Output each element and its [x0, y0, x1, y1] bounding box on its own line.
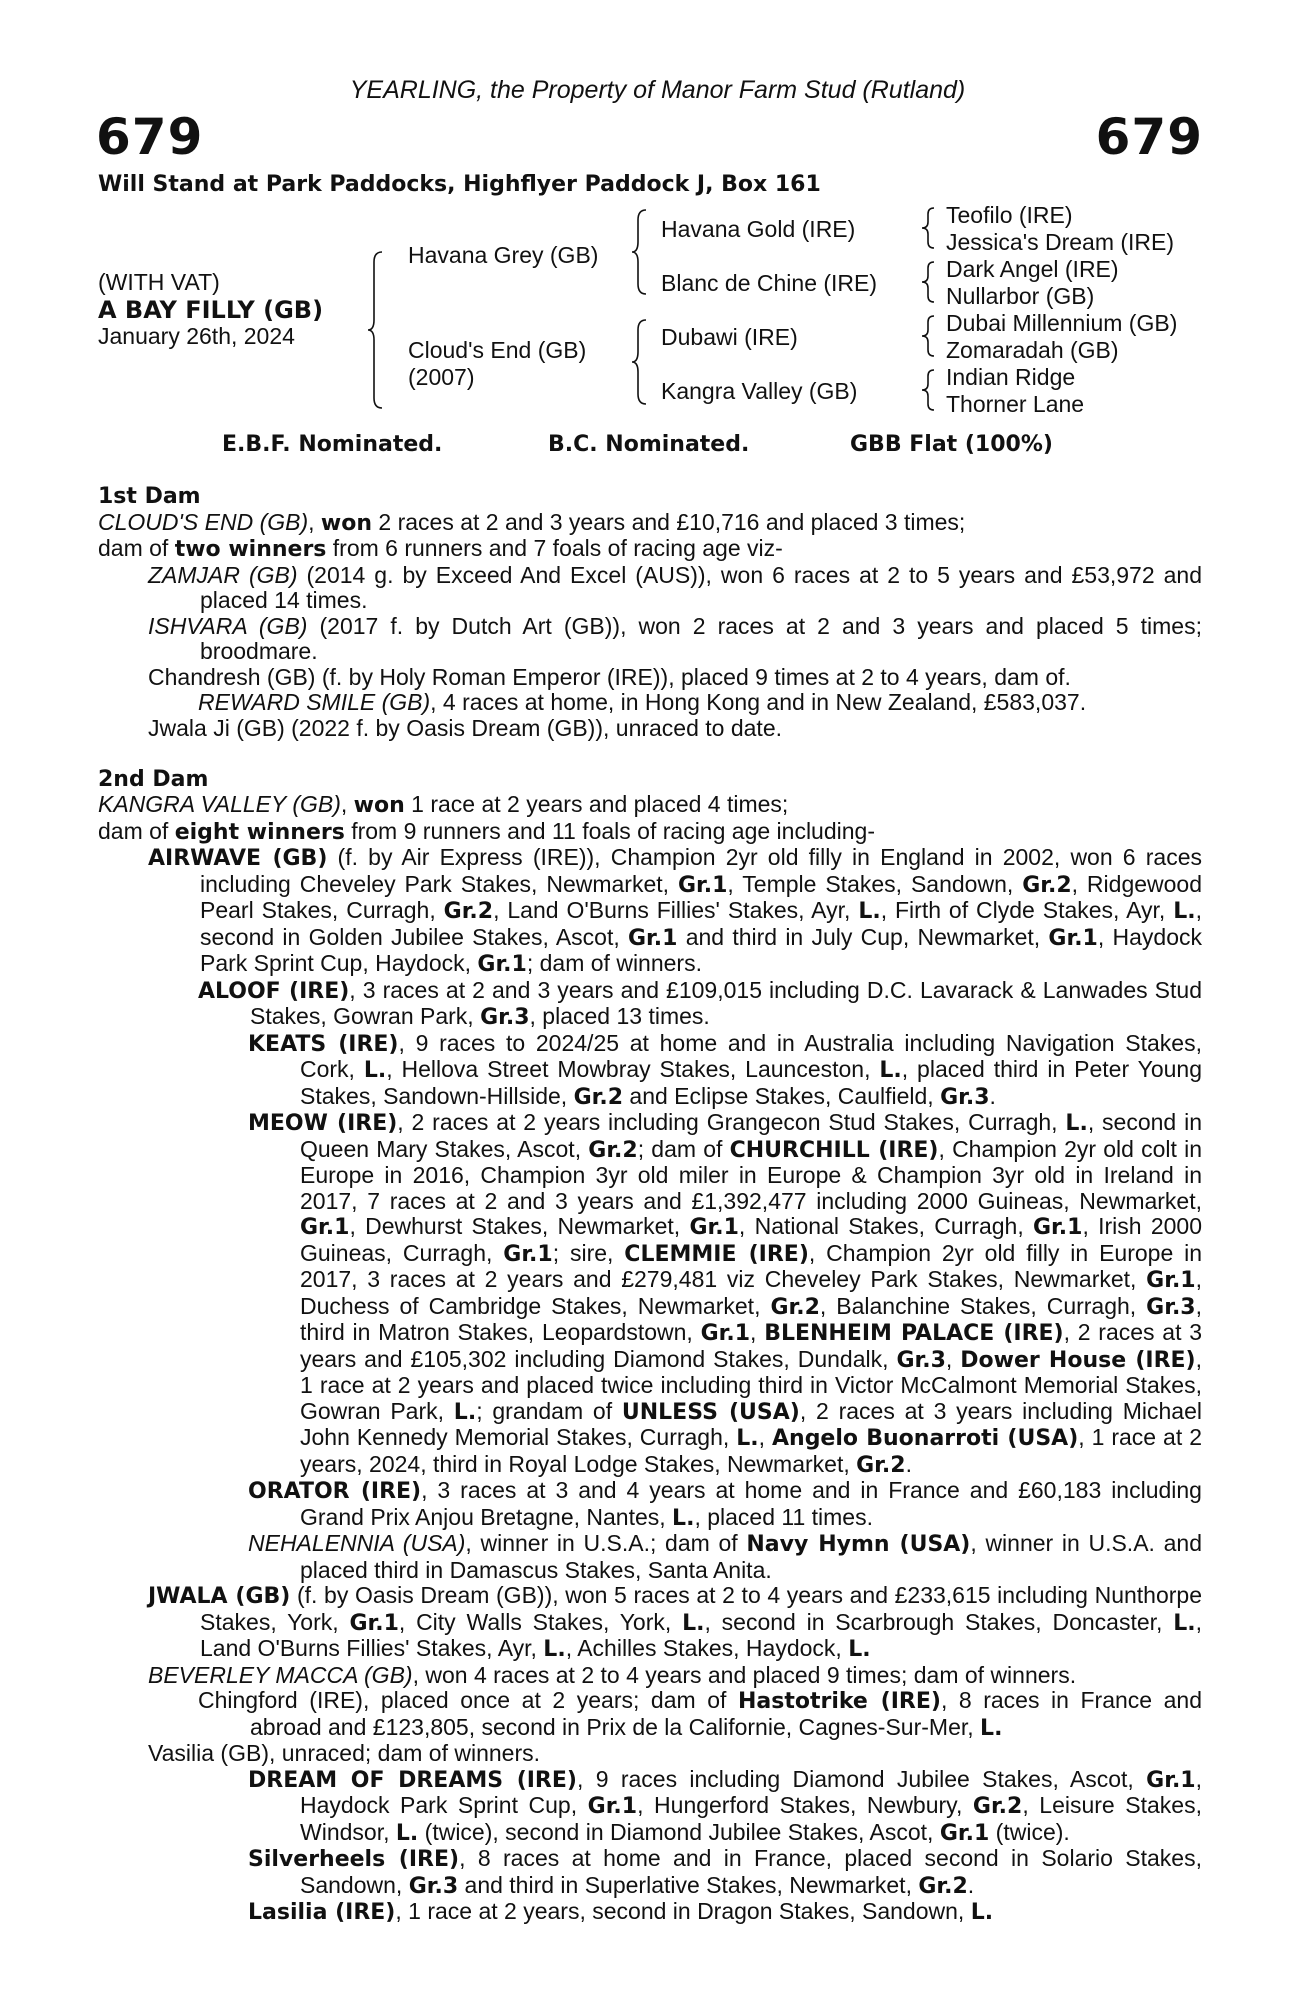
text-run: and third in July Cup, Newmarket, — [677, 923, 1049, 950]
bold-text: Gr.1 — [1033, 1215, 1083, 1240]
text-run: from 9 runners and 11 foals of racing age including- — [344, 817, 875, 844]
produce-record — [98, 484, 1202, 1926]
bold-text: L. — [848, 1637, 871, 1662]
italic-text: CLOUD'S END (GB) — [98, 508, 309, 535]
text-run: and Eclipse Stakes, Caulfield, — [623, 1082, 941, 1109]
bold-text: Gr.2 — [972, 1794, 1023, 1819]
nomination-gbb: GBB Flat (100%) — [850, 432, 1053, 457]
bold-text: L. — [682, 1610, 705, 1636]
pedigree-ggp-6: Zomaradah (GB) — [946, 337, 1119, 363]
bold-text: eight winners — [174, 819, 345, 845]
bold-text: Gr.1 — [628, 925, 678, 951]
text-run: (f. by Air Express (IRE)), Champion 2yr old filly in England in 2002, won 6 races including Cheveley Park Stakes, Newmarket, — [200, 844, 1202, 897]
text-run: , 8 races at home and in France, placed second in Solario Stakes, Sandown, — [300, 1845, 1202, 1898]
record-entry — [98, 614, 1202, 665]
text-run: , Firth of Clyde Stakes, Ayr, — [880, 897, 1174, 923]
bold-text: Gr.2 — [770, 1294, 820, 1320]
pedigree-sire-dam: Blanc de Chine (IRE) — [661, 270, 878, 296]
bold-text: L. — [970, 1900, 994, 1925]
text-run: , 2 races at 3 years including Michael John Kennedy Memorial Stakes, Curragh, — [300, 1397, 1202, 1450]
sale-header-title: YEARLING, the Property of Manor Farm Stud (Rutland) — [349, 76, 966, 104]
bold-text: DREAM OF DREAMS (IRE) — [248, 1767, 577, 1793]
text-run: , winner in U.S.A.; dam of — [465, 1530, 747, 1556]
lot-number-left: 679 — [96, 108, 204, 166]
text-run: Vasilia (GB), unraced; dam of winners. — [148, 1740, 541, 1766]
text-run: , winner in U.S.A. and placed third in Damascus Stakes, Santa Anita. — [300, 1530, 1202, 1583]
bold-text: Dower House (IRE) — [960, 1347, 1196, 1373]
bold-text: won — [320, 510, 373, 536]
record-entry — [98, 1688, 1202, 1741]
bold-text: ALOOF (IRE) — [198, 978, 350, 1004]
record-entry — [98, 1846, 1202, 1899]
bold-text: L. — [1173, 899, 1196, 924]
record-entry — [98, 563, 1202, 614]
record-entry — [98, 665, 1202, 691]
bold-text: BLENHEIM PALACE (IRE) — [764, 1321, 1064, 1346]
nomination-bc: B.C. Nominated. — [548, 432, 750, 457]
text-run: ; dam of — [637, 1135, 730, 1162]
text-run: . — [989, 1082, 996, 1109]
text-run: Chandresh (GB) (f. by Holy Roman Emperor (IRE)), placed 9 times at 2 to 4 years, dam of. — [148, 663, 1071, 690]
lot-number-right: 679 — [1095, 108, 1203, 166]
text-run: (f. by Oasis Dream (GB)), won 5 races at 2 to 4 years and £233,615 including Nunthorpe Stakes, York, — [200, 1582, 1202, 1635]
text-run: , Land O'Burns Fillies' Stakes, Ayr, — [493, 897, 859, 923]
bold-text: CLEMMIE (IRE) — [624, 1241, 809, 1267]
italic-text: REWARD SMILE (GB) — [198, 689, 431, 715]
text-run: , Achilles Stakes, Haydock, — [565, 1635, 849, 1661]
vat-note: (WITH VAT) — [98, 269, 220, 295]
bold-text: UNLESS (USA) — [621, 1399, 800, 1425]
text-run: dam of — [98, 535, 175, 561]
italic-text: KANGRA VALLEY (GB) — [98, 791, 341, 817]
lot-name: A BAY FILLY (GB) — [98, 296, 324, 324]
italic-text: BEVERLEY MACCA (GB) — [148, 1661, 413, 1688]
text-run: Jwala Ji (GB) (2022 f. by Oasis Dream (GB)), unraced to date. — [148, 714, 783, 741]
text-run: , 8 races in France and abroad and £123,805, second in Prix de la Californie, Cagnes-Sur-Mer, — [250, 1687, 1203, 1740]
bold-text: Gr.3 — [1146, 1294, 1196, 1320]
record-entry — [98, 792, 1202, 819]
bold-text: L. — [736, 1426, 759, 1451]
pedigree-ggp-1: Teofilo (IRE) — [946, 202, 1073, 228]
pedigree-dam: Cloud's End (GB) — [408, 337, 587, 363]
text-run: , placed third in Peter Young Stakes, Sandown-Hillside, — [300, 1056, 1202, 1109]
pedigree-ggp-2: Jessica's Dream (IRE) — [946, 229, 1175, 255]
bold-text: Gr.1 — [587, 1794, 638, 1819]
bold-text: Gr.2 — [573, 1084, 624, 1110]
bold-text: Gr.3 — [896, 1347, 946, 1373]
text-run: ; grandam of — [476, 1397, 622, 1424]
text-run: , Leisure Stakes, Windsor, — [300, 1792, 1202, 1845]
text-run: (twice), second in Diamond Jubilee Stakes, Ascot, — [418, 1818, 940, 1845]
text-run: (twice). — [989, 1818, 1070, 1845]
record-entry — [98, 1767, 1202, 1847]
text-run: ; dam of winners. — [526, 950, 702, 976]
text-run: , — [758, 1424, 772, 1450]
bold-text: L. — [395, 1820, 419, 1846]
bold-text: Gr.2 — [443, 899, 494, 924]
text-run: , City Walls Stakes, York, — [398, 1608, 683, 1635]
bold-text: Gr.1 — [939, 1820, 990, 1846]
first-dam-lines — [98, 510, 1202, 742]
record-entry — [98, 978, 1202, 1031]
text-run: , 3 races at 3 and 4 years at home and in France and £60,183 including Grand Prix Anjou Bretagne, Nantes, — [300, 1477, 1202, 1530]
text-run: , 9 races to 2024/25 at home and in Australia including Navigation Stakes, Cork, — [300, 1029, 1202, 1082]
pedigree-bracket-ggp-4 — [922, 368, 938, 412]
bold-text: L. — [980, 1715, 1003, 1741]
bold-text: Gr.1 — [677, 872, 728, 898]
pedigree-dam-sire: Dubawi (IRE) — [661, 324, 798, 350]
text-run: , Duchess of Cambridge Stakes, Newmarket, — [300, 1266, 1202, 1319]
text-run: , Balanchine Stakes, Curragh, — [819, 1292, 1147, 1319]
bold-text: L. — [1065, 1111, 1088, 1136]
pedigree-bracket-ggp-1 — [922, 206, 938, 250]
text-run: , 1 race at 2 years, second in Dragon Stakes, Sandown, — [395, 1898, 971, 1924]
text-run: , 3 races at 2 and 3 years and £109,015 including D.C. Lavarack & Lanwades Stud Stakes, Gowran Park, — [250, 976, 1202, 1029]
text-run: 1 race at 2 years and placed 4 times; — [404, 791, 789, 817]
text-run: , won 4 races at 2 to 4 years and placed 9 times; dam of winners. — [412, 1661, 1077, 1688]
bold-text: Navy Hymn (USA) — [746, 1532, 971, 1557]
text-run: , Haydock Park Sprint Cup, — [300, 1765, 1202, 1818]
text-run: 2 races at 2 and 3 years and £10,716 and placed 3 times; — [372, 508, 966, 535]
bold-text: Gr.3 — [940, 1084, 990, 1110]
bold-text: L. — [858, 899, 881, 924]
bold-text: L. — [543, 1637, 566, 1662]
pedigree-sire-sire: Havana Gold (IRE) — [661, 216, 856, 242]
bold-text: Gr.3 — [480, 1005, 530, 1030]
bold-text: Gr.1 — [700, 1321, 751, 1346]
bold-text: JWALA (GB) — [148, 1584, 291, 1609]
text-run: , Land O'Burns Fillies' Stakes, Ayr, — [200, 1608, 1203, 1661]
text-run: Chingford (IRE), placed once at 2 years; dam of — [198, 1687, 738, 1713]
bold-text: Angelo Buonarroti (USA) — [772, 1426, 1079, 1451]
italic-text: ZAMJAR (GB) — [148, 561, 298, 588]
bold-text: Hastotrike (IRE) — [737, 1689, 941, 1714]
record-entry — [98, 819, 1202, 846]
record-entry — [98, 510, 1202, 537]
bold-text: Gr.1 — [477, 952, 527, 977]
bold-text: L. — [879, 1058, 902, 1083]
bold-text: AIRWAVE (GB) — [148, 846, 328, 871]
bold-text: Gr.1 — [300, 1215, 350, 1240]
bold-text: L. — [1173, 1610, 1196, 1636]
pedigree-dam-dam: Kangra Valley (GB) — [661, 378, 858, 404]
section-gap — [98, 741, 1202, 767]
text-run: , Champion 2yr old colt in Europe in 2016, Champion 3yr old miler in Europe & Champion 3yr old in Ireland in 2017, 7 races at 2 and 3 years and £1,392,477 including 2000 Guineas, Newmarket, — [300, 1135, 1203, 1214]
bold-text: Gr.1 — [1146, 1767, 1196, 1793]
record-entry — [98, 1741, 1202, 1767]
text-run: , second in Scarbrough Stakes, Doncaster, — [704, 1608, 1174, 1635]
pedigree-ggp-3: Dark Angel (IRE) — [946, 256, 1119, 282]
text-run: ; sire, — [552, 1239, 625, 1266]
pedigree-bracket-dam — [632, 318, 652, 408]
pedigree-ggp-4: Nullarbor (GB) — [946, 283, 1095, 309]
bold-text: L. — [672, 1505, 695, 1531]
text-run: , 9 races including Diamond Jubilee Stakes, Ascot, — [576, 1765, 1147, 1792]
record-entry — [98, 716, 1202, 742]
pedigree-ggp-8: Thorner Lane — [946, 391, 1085, 417]
bold-text: Gr.1 — [1146, 1268, 1196, 1293]
text-run: . — [967, 1871, 975, 1898]
bold-text: two winners — [174, 537, 327, 562]
record-entry — [98, 1583, 1202, 1663]
bold-text: ORATOR (IRE) — [248, 1479, 422, 1504]
record-entry — [98, 1031, 1202, 1111]
pedigree-bracket-ggp-2 — [922, 260, 938, 304]
text-run: , Temple Stakes, Sandown, — [727, 870, 1023, 897]
pedigree-bracket-ggp-3 — [922, 314, 938, 358]
bold-text: Gr.1 — [689, 1215, 739, 1240]
text-run: , 4 races at home, in Hong Kong and in New Zealand, £583,037. — [430, 689, 1087, 715]
record-entry — [98, 1663, 1202, 1689]
text-run: , Champion 2yr old filly in Europe in 2017, 3 races at 2 years and £279,481 viz Cheveley Park Stakes, Newmarket, — [300, 1239, 1202, 1292]
text-run: , — [750, 1319, 765, 1345]
text-run: , 1 race at 2 years, 2024, third in Royal Lodge Stakes, Newmarket, — [300, 1424, 1202, 1477]
text-run: , placed 13 times. — [529, 1003, 710, 1029]
pedigree-ggp-5: Dubai Millennium (GB) — [946, 310, 1178, 336]
record-entry — [98, 1531, 1202, 1583]
bold-text: Gr.2 — [1022, 872, 1072, 898]
foaling-date: January 26th, 2024 — [98, 323, 295, 349]
bold-text: L. — [363, 1058, 387, 1083]
bold-text: CHURCHILL (IRE) — [729, 1137, 939, 1163]
pedigree-sire: Havana Grey (GB) — [408, 242, 599, 268]
first-dam-heading: 1st Dam — [98, 484, 201, 509]
text-run: , 2 races at 3 years and £105,302 including Diamond Stakes, Dundalk, — [300, 1319, 1203, 1372]
text-run: , — [340, 791, 354, 817]
bold-text: Gr.1 — [503, 1241, 553, 1267]
text-run: , — [308, 508, 321, 535]
record-entry — [98, 1110, 1202, 1478]
nomination-ebf: E.B.F. Nominated. — [222, 432, 443, 457]
record-entry — [98, 690, 1202, 716]
text-run: , 2 races at 2 years including Grangecon Stud Stakes, Curragh, — [397, 1109, 1066, 1135]
second-dam-heading: 2nd Dam — [98, 766, 209, 792]
text-run: , placed 11 times. — [694, 1503, 873, 1530]
record-entry — [98, 1478, 1202, 1531]
text-run: , Hellova Street Mowbray Stakes, Launceston, — [386, 1056, 880, 1082]
stabling-location: Will Stand at Park Paddocks, Highflyer Paddock J, Box 161 — [98, 172, 821, 197]
text-run: , — [945, 1345, 961, 1372]
text-run: , 1 race at 2 years and placed twice including third in Victor McCalmont Memorial Stakes, Gowran Park, — [300, 1345, 1203, 1424]
second-dam-lines — [98, 792, 1202, 1926]
pedigree-dam-year: (2007) — [408, 364, 475, 390]
text-run: and third in Superlative Stakes, Newmarket, — [458, 1871, 919, 1898]
text-run: , Dewhurst Stakes, Newmarket, — [349, 1213, 690, 1239]
text-run: , third in Matron Stakes, Leopardstown, — [300, 1292, 1202, 1345]
text-run: (2014 g. by Exceed And Excel (AUS)), won 6 races at 2 to 5 years and £53,972 and placed 14 times. — [200, 561, 1202, 613]
bold-text: Gr.2 — [588, 1137, 638, 1163]
text-run: , National Stakes, Curragh, — [738, 1213, 1033, 1239]
text-run: , second in Golden Jubilee Stakes, Ascot, — [200, 897, 1202, 950]
record-entry — [98, 845, 1202, 978]
pedigree-bracket-main — [368, 250, 388, 410]
record-entry — [98, 1899, 1202, 1926]
text-run: , Irish 2000 Guineas, Curragh, — [300, 1213, 1202, 1266]
bold-text: MEOW (IRE) — [248, 1111, 398, 1136]
italic-text: ISHVARA (GB) — [148, 612, 308, 639]
text-run: from 6 runners and 7 foals of racing age viz- — [326, 535, 783, 561]
bold-text: KEATS (IRE) — [248, 1031, 399, 1057]
text-run: dam of — [98, 817, 175, 844]
text-run: , Ridgewood Pearl Stakes, Curragh, — [200, 870, 1203, 923]
text-run: , Haydock Park Sprint Cup, Haydock, — [200, 923, 1202, 976]
bold-text: Gr.2 — [856, 1452, 906, 1478]
bold-text: Silverheels (IRE) — [248, 1847, 460, 1872]
pedigree-bracket-sire — [632, 208, 652, 298]
text-run: , Hungerford Stakes, Newbury, — [637, 1792, 973, 1818]
bold-text: Gr.1 — [1048, 925, 1098, 951]
bold-text: Gr.2 — [918, 1873, 968, 1899]
italic-text: NEHALENNIA (USA) — [248, 1530, 466, 1556]
text-run: , second in Queen Mary Stakes, Ascot, — [300, 1109, 1202, 1162]
bold-text: Gr.1 — [349, 1610, 399, 1636]
bold-text: Gr.3 — [408, 1873, 459, 1899]
text-run: . — [905, 1450, 912, 1477]
bold-text: L. — [453, 1399, 477, 1425]
record-entry — [98, 536, 1202, 563]
bold-text: won — [353, 793, 405, 818]
bold-text: Lasilia (IRE) — [248, 1900, 396, 1925]
text-run: (2017 f. by Dutch Art (GB)), won 2 races at 2 and 3 years and placed 5 times; broodmare. — [200, 612, 1202, 664]
pedigree-ggp-7: Indian Ridge — [946, 364, 1076, 390]
